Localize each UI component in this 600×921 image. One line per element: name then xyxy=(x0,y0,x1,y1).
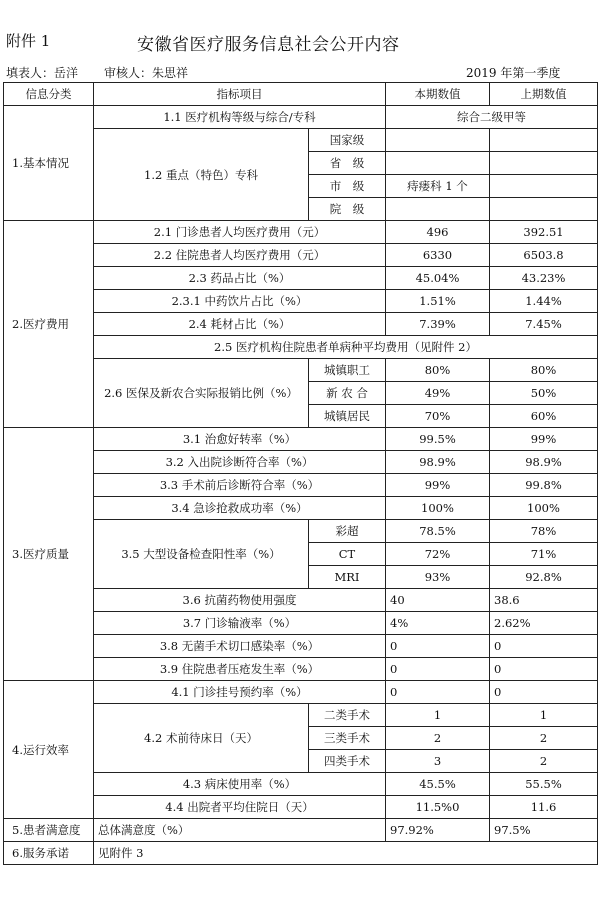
item-label: 见附件 3 xyxy=(94,842,598,865)
item-label: 2.2 住院患者人均医疗费用（元） xyxy=(94,244,386,267)
current-value: 3 xyxy=(386,750,490,773)
previous-value: 0 xyxy=(490,658,598,681)
category-quality: 3.医疗质量 xyxy=(4,428,94,681)
previous-value xyxy=(490,198,598,221)
table-row xyxy=(4,129,598,152)
current-value: 45.04% xyxy=(386,267,490,290)
item-label: 4.2 术前待床日（天） xyxy=(94,704,309,773)
current-value: 0 xyxy=(386,658,490,681)
previous-value xyxy=(490,152,598,175)
item-label: 3.4 急诊抢救成功率（%） xyxy=(94,497,386,520)
current-value: 1.51% xyxy=(386,290,490,313)
item-label: 2.1 门诊患者人均医疗费用（元） xyxy=(94,221,386,244)
item-label: 4.3 病床使用率（%） xyxy=(94,773,386,796)
header-row xyxy=(4,83,598,106)
previous-value: 92.8% xyxy=(490,566,598,589)
current-value: 6330 xyxy=(386,244,490,267)
current-value: 70% xyxy=(386,405,490,428)
table-row xyxy=(4,359,598,382)
table-row xyxy=(4,681,598,704)
filler-name: 填表人：岳洋 xyxy=(6,66,79,80)
current-value: 2 xyxy=(386,727,490,750)
report-period: 2019 年第一季度 xyxy=(466,66,561,80)
previous-value: 1 xyxy=(490,704,598,727)
category-cost: 2.医疗费用 xyxy=(4,221,94,428)
sub-label: 省 级 xyxy=(309,152,386,175)
current-value: 40 xyxy=(386,589,490,612)
previous-value xyxy=(490,175,598,198)
current-value: 痔瘘科 1 个 xyxy=(386,175,490,198)
previous-value: 38.6 xyxy=(490,589,598,612)
item-label: 1.1 医疗机构等级与综合/专科 xyxy=(94,106,386,129)
sub-label: 市 级 xyxy=(309,175,386,198)
item-label: 3.8 无菌手术切口感染率（%） xyxy=(94,635,386,658)
table-row xyxy=(4,497,598,520)
previous-value: 55.5% xyxy=(490,773,598,796)
item-label: 3.5 大型设备检查阳性率（%） xyxy=(94,520,309,589)
current-value xyxy=(386,198,490,221)
table-row xyxy=(4,221,598,244)
table-row xyxy=(4,290,598,313)
current-value: 45.5% xyxy=(386,773,490,796)
current-value xyxy=(386,152,490,175)
current-value: 综合二级甲等 xyxy=(386,106,598,129)
sub-label: 彩超 xyxy=(309,520,386,543)
item-label: 2.5 医疗机构住院患者单病种平均费用（见附件 2） xyxy=(94,336,598,359)
category-service: 6.服务承诺 xyxy=(4,842,94,865)
sub-label: 四类手术 xyxy=(309,750,386,773)
sub-label: 三类手术 xyxy=(309,727,386,750)
sub-label: 国家级 xyxy=(309,129,386,152)
sub-label: 城镇居民 xyxy=(309,405,386,428)
table-row xyxy=(4,244,598,267)
previous-value: 99.8% xyxy=(490,474,598,497)
item-label: 4.1 门诊挂号预约率（%） xyxy=(94,681,386,704)
table-row xyxy=(4,520,598,543)
table-row xyxy=(4,336,598,359)
col-category: 信息分类 xyxy=(4,83,94,106)
category-satisfaction: 5.患者满意度 xyxy=(4,819,94,842)
table-row xyxy=(4,704,598,727)
current-value: 49% xyxy=(386,382,490,405)
col-current: 本期数值 xyxy=(386,83,490,106)
previous-value: 0 xyxy=(490,681,598,704)
previous-value: 100% xyxy=(490,497,598,520)
table-row xyxy=(4,635,598,658)
table-row xyxy=(4,658,598,681)
reviewer-name: 审核人：朱思祥 xyxy=(104,66,189,80)
item-label: 4.4 出院者平均住院日（天） xyxy=(94,796,386,819)
document-title: 安徽省医疗服务信息社会公开内容 xyxy=(137,35,400,55)
table-row xyxy=(4,842,598,865)
current-value: 0 xyxy=(386,681,490,704)
table-row xyxy=(4,589,598,612)
current-value xyxy=(386,129,490,152)
sub-label: MRI xyxy=(309,566,386,589)
previous-value xyxy=(490,129,598,152)
previous-value: 7.45% xyxy=(490,313,598,336)
current-value: 97.92% xyxy=(386,819,490,842)
current-value: 100% xyxy=(386,497,490,520)
table-row xyxy=(4,819,598,842)
item-label: 2.6 医保及新农合实际报销比例（%） xyxy=(94,359,309,428)
previous-value: 99% xyxy=(490,428,598,451)
current-value: 0 xyxy=(386,635,490,658)
current-value: 93% xyxy=(386,566,490,589)
item-label: 3.7 门诊输液率（%） xyxy=(94,612,386,635)
current-value: 496 xyxy=(386,221,490,244)
category-efficiency: 4.运行效率 xyxy=(4,681,94,819)
previous-value: 50% xyxy=(490,382,598,405)
table-row xyxy=(4,474,598,497)
item-label: 1.2 重点（特色）专科 xyxy=(94,129,309,221)
previous-value: 1.44% xyxy=(490,290,598,313)
previous-value: 2.62% xyxy=(490,612,598,635)
current-value: 1 xyxy=(386,704,490,727)
sub-label: 新 农 合 xyxy=(309,382,386,405)
category-basic: 1.基本情况 xyxy=(4,106,94,221)
current-value: 72% xyxy=(386,543,490,566)
current-value: 99.5% xyxy=(386,428,490,451)
document-header xyxy=(0,0,600,80)
previous-value: 78% xyxy=(490,520,598,543)
previous-value: 71% xyxy=(490,543,598,566)
current-value: 11.5%0 xyxy=(386,796,490,819)
previous-value: 80% xyxy=(490,359,598,382)
table-row xyxy=(4,451,598,474)
previous-value: 60% xyxy=(490,405,598,428)
item-label: 3.9 住院患者压疮发生率（%） xyxy=(94,658,386,681)
item-label: 2.3 药品占比（%） xyxy=(94,267,386,290)
sub-label: 城镇职工 xyxy=(309,359,386,382)
disclosure-table xyxy=(3,82,598,865)
sub-label: 二类手术 xyxy=(309,704,386,727)
previous-value: 0 xyxy=(490,635,598,658)
previous-value: 392.51 xyxy=(490,221,598,244)
current-value: 98.9% xyxy=(386,451,490,474)
item-label: 3.3 手术前后诊断符合率（%） xyxy=(94,474,386,497)
item-label: 2.4 耗材占比（%） xyxy=(94,313,386,336)
table-row xyxy=(4,612,598,635)
table-row xyxy=(4,773,598,796)
item-label: 3.2 入出院诊断符合率（%） xyxy=(94,451,386,474)
current-value: 78.5% xyxy=(386,520,490,543)
previous-value: 11.6 xyxy=(490,796,598,819)
previous-value: 97.5% xyxy=(490,819,598,842)
table-row xyxy=(4,428,598,451)
previous-value: 43.23% xyxy=(490,267,598,290)
col-item: 指标项目 xyxy=(94,83,386,106)
previous-value: 2 xyxy=(490,750,598,773)
item-label: 总体满意度（%） xyxy=(94,819,386,842)
sub-label: 院 级 xyxy=(309,198,386,221)
attachment-label: 附件 1 xyxy=(6,32,51,50)
item-label: 2.3.1 中药饮片占比（%） xyxy=(94,290,386,313)
previous-value: 98.9% xyxy=(490,451,598,474)
table-row xyxy=(4,106,598,129)
col-previous: 上期数值 xyxy=(490,83,598,106)
sub-label: CT xyxy=(309,543,386,566)
table-row xyxy=(4,796,598,819)
current-value: 7.39% xyxy=(386,313,490,336)
item-label: 3.1 治愈好转率（%） xyxy=(94,428,386,451)
previous-value: 6503.8 xyxy=(490,244,598,267)
previous-value: 2 xyxy=(490,727,598,750)
current-value: 99% xyxy=(386,474,490,497)
current-value: 80% xyxy=(386,359,490,382)
current-value: 4% xyxy=(386,612,490,635)
table-row xyxy=(4,267,598,290)
table-row xyxy=(4,313,598,336)
item-label: 3.6 抗菌药物使用强度 xyxy=(94,589,386,612)
